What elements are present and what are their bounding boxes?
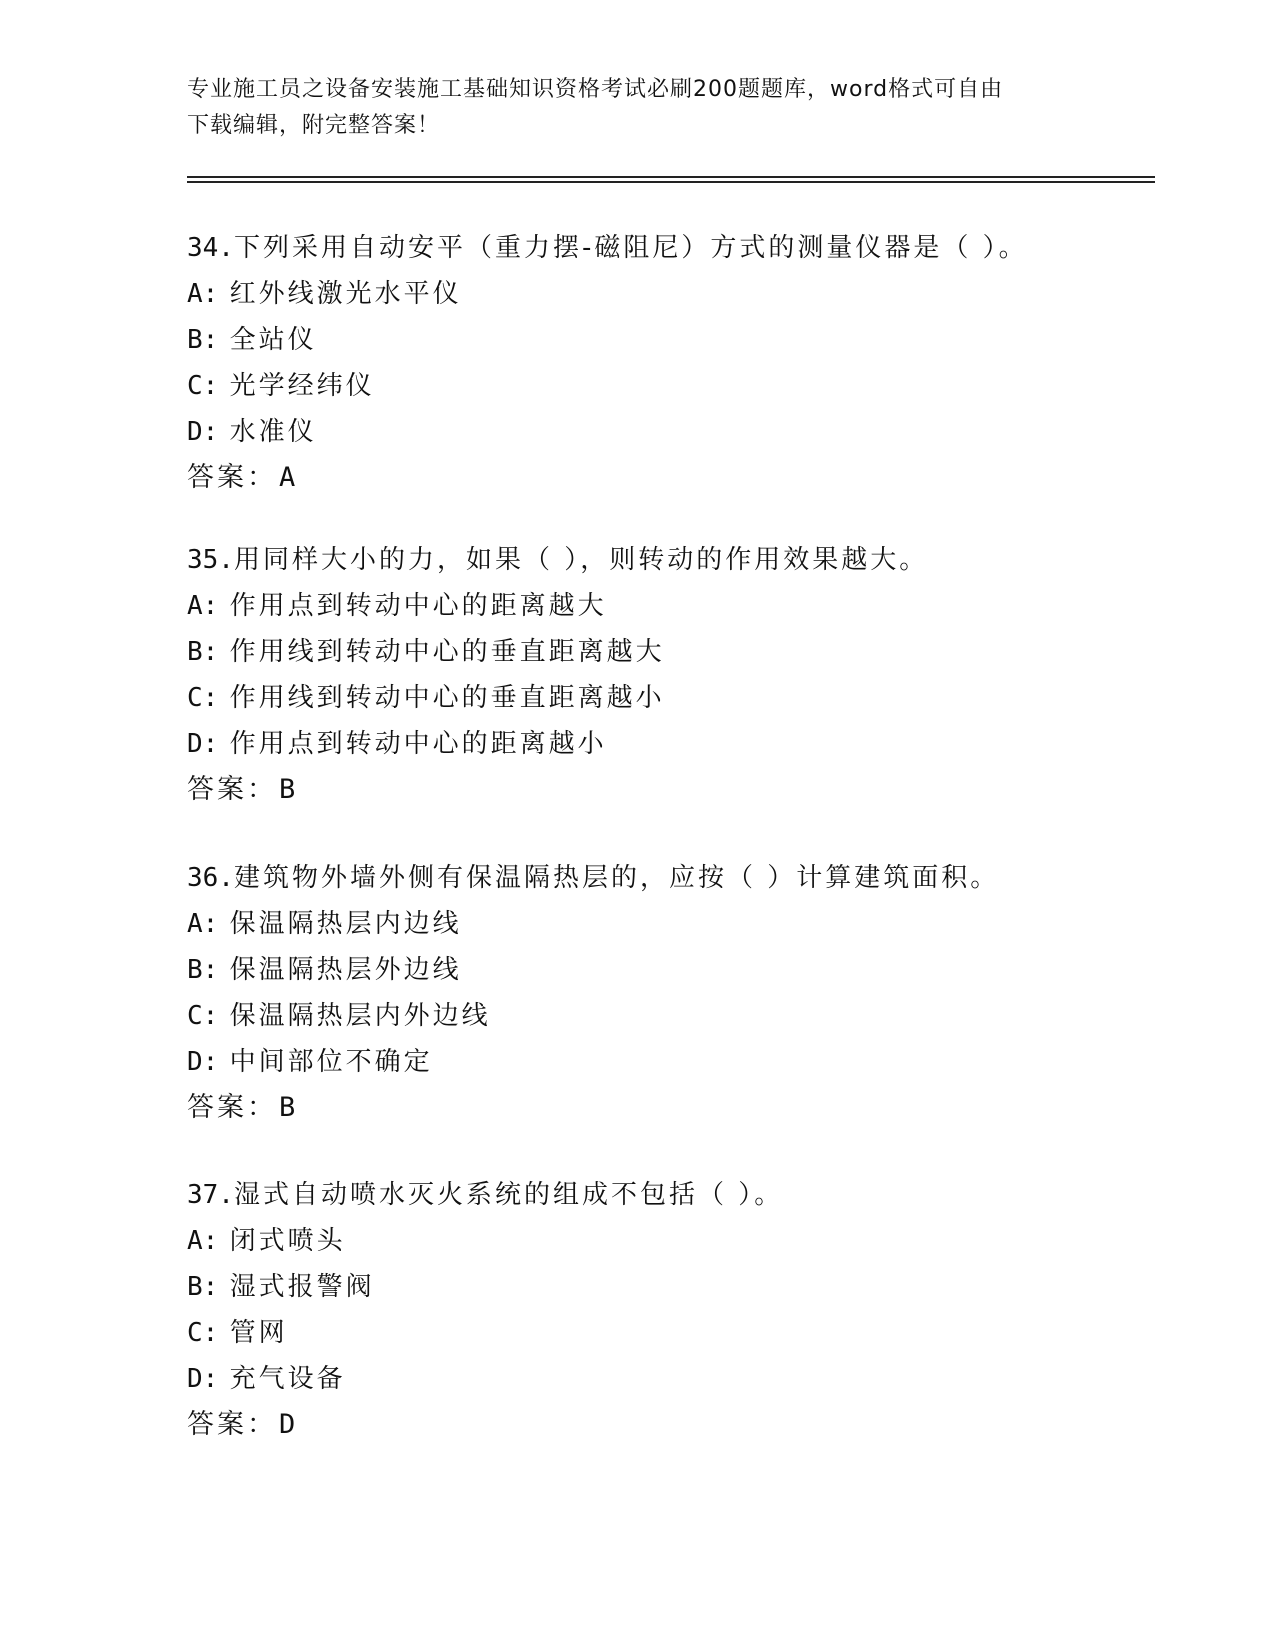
answer-label: 答案： xyxy=(187,1092,277,1123)
option-prefix: D: xyxy=(187,729,219,759)
option-text: 作用点到转动中心的距离越小 xyxy=(229,729,607,759)
document-header xyxy=(187,72,1087,144)
question-stem xyxy=(187,1172,1167,1218)
question-37 xyxy=(187,1172,1167,1448)
option-d xyxy=(187,1039,1167,1085)
answer-value: D xyxy=(279,1409,299,1440)
answer-label: 答案： xyxy=(187,462,277,493)
option-text: 保温隔热层外边线 xyxy=(229,955,462,985)
question-text: 下列采用自动安平（重力摆-磁阻尼）方式的测量仪器是（ ）。 xyxy=(233,233,1028,263)
option-b xyxy=(187,947,1167,993)
question-35 xyxy=(187,537,1167,813)
option-text: 湿式报警阀 xyxy=(229,1272,375,1302)
answer-line xyxy=(187,1402,1167,1448)
option-prefix: C: xyxy=(187,1318,219,1348)
option-b xyxy=(187,629,1167,675)
option-c xyxy=(187,1310,1167,1356)
option-prefix: A: xyxy=(187,279,219,309)
option-prefix: B: xyxy=(187,955,219,985)
option-text: 作用线到转动中心的垂直距离越大 xyxy=(229,637,665,667)
option-d xyxy=(187,721,1167,767)
option-text: 作用点到转动中心的距离越大 xyxy=(229,591,607,621)
option-prefix: B: xyxy=(187,1272,219,1302)
option-text: 光学经纬仪 xyxy=(229,371,375,401)
question-stem xyxy=(187,225,1167,271)
answer-value: B xyxy=(279,774,299,805)
question-text: 湿式自动喷水灭火系统的组成不包括（ ）。 xyxy=(233,1180,784,1210)
answer-line xyxy=(187,1085,1167,1131)
option-text: 全站仪 xyxy=(229,325,317,355)
question-text: 建筑物外墙外侧有保温隔热层的，应按（ ）计算建筑面积。 xyxy=(233,863,1000,893)
option-text: 中间部位不确定 xyxy=(229,1047,433,1077)
answer-value: A xyxy=(279,462,299,493)
header-line-1: 专业施工员之设备安装施工基础知识资格考试必刷200题题库，word格式可自由 xyxy=(187,77,1004,102)
option-b xyxy=(187,317,1167,363)
answer-label: 答案： xyxy=(187,1409,277,1440)
option-c xyxy=(187,675,1167,721)
option-prefix: D: xyxy=(187,1047,219,1077)
option-a xyxy=(187,901,1167,947)
option-b xyxy=(187,1264,1167,1310)
option-prefix: D: xyxy=(187,417,219,447)
option-prefix: B: xyxy=(187,325,219,355)
option-d xyxy=(187,409,1167,455)
option-prefix: C: xyxy=(187,371,219,401)
option-text: 水准仪 xyxy=(229,417,317,447)
option-text: 管网 xyxy=(229,1318,288,1348)
option-text: 红外线激光水平仪 xyxy=(229,279,462,309)
option-prefix: D: xyxy=(187,1364,219,1394)
option-a xyxy=(187,1218,1167,1264)
option-prefix: B: xyxy=(187,637,219,667)
option-text: 保温隔热层内边线 xyxy=(229,909,462,939)
option-prefix: C: xyxy=(187,1001,219,1031)
question-stem xyxy=(187,855,1167,901)
question-stem xyxy=(187,537,1167,583)
option-text: 保温隔热层内外边线 xyxy=(229,1001,491,1031)
option-text: 充气设备 xyxy=(229,1364,346,1394)
answer-label: 答案： xyxy=(187,774,277,805)
answer-line xyxy=(187,767,1167,813)
answer-line xyxy=(187,455,1167,501)
option-d xyxy=(187,1356,1167,1402)
question-number: 34. xyxy=(187,233,234,263)
question-number: 37. xyxy=(187,1180,234,1210)
option-a xyxy=(187,583,1167,629)
answer-value: B xyxy=(279,1092,299,1123)
header-line-2: 下载编辑，附完整答案！ xyxy=(187,113,441,138)
option-c xyxy=(187,363,1167,409)
header-divider-bottom xyxy=(187,181,1155,183)
option-prefix: A: xyxy=(187,909,219,939)
option-a xyxy=(187,271,1167,317)
question-number: 35. xyxy=(187,545,234,575)
option-text: 作用线到转动中心的垂直距离越小 xyxy=(229,683,665,713)
question-text: 用同样大小的力，如果（ ），则转动的作用效果越大。 xyxy=(233,545,929,575)
option-prefix: C: xyxy=(187,683,219,713)
question-34 xyxy=(187,225,1167,501)
question-36 xyxy=(187,855,1167,1131)
header-divider-top xyxy=(187,176,1155,178)
option-prefix: A: xyxy=(187,591,219,621)
option-text: 闭式喷头 xyxy=(229,1226,346,1256)
question-number: 36. xyxy=(187,863,234,893)
option-prefix: A: xyxy=(187,1226,219,1256)
option-c xyxy=(187,993,1167,1039)
